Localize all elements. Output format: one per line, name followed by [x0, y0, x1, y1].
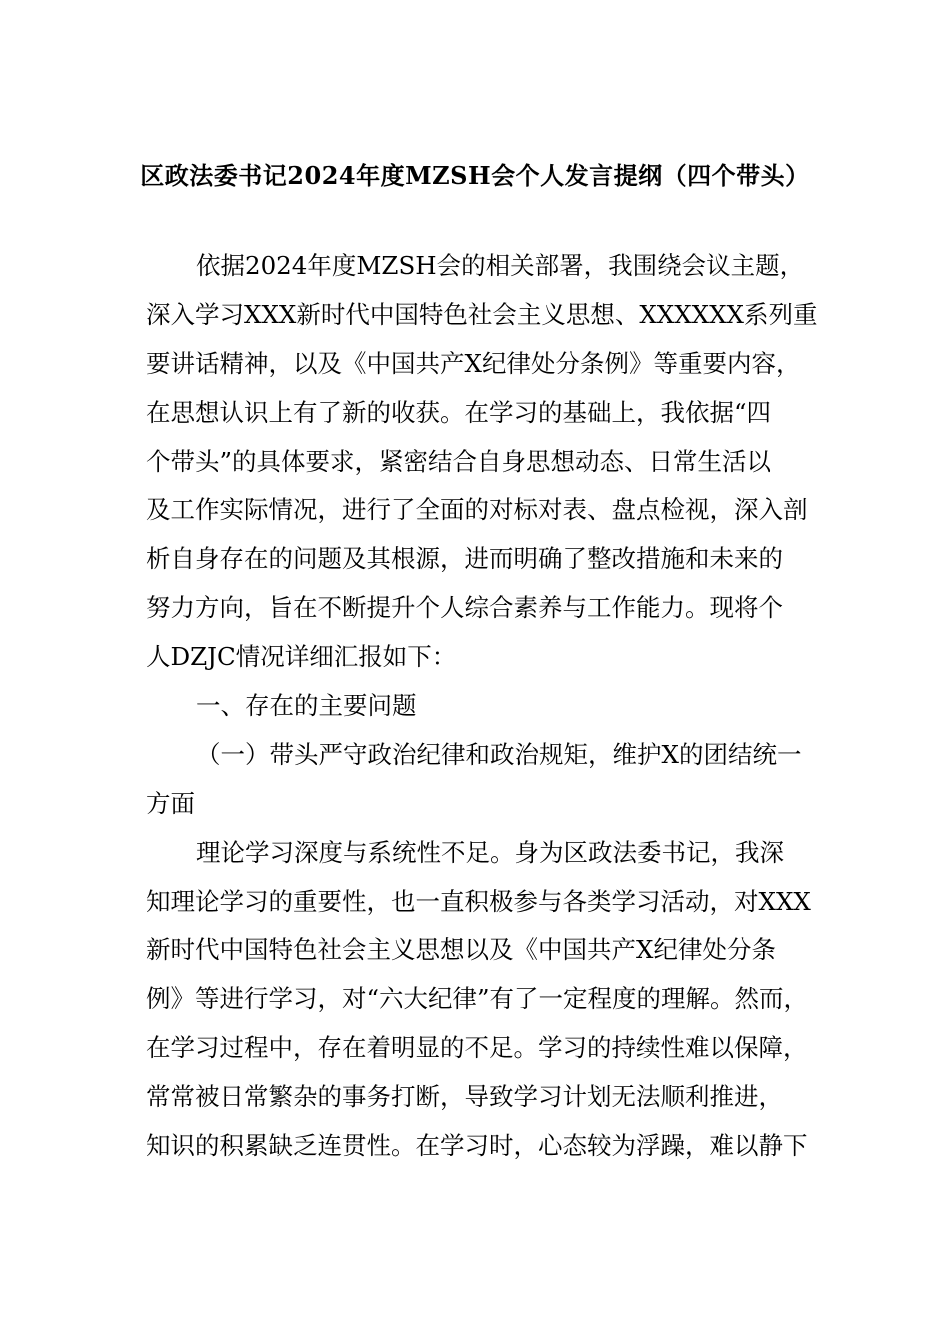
body-line: 在思想认识上有了新的收获。在学习的基础上，我依据“四	[146, 397, 772, 427]
document-body	[146, 242, 836, 1171]
body-line: 例》等进行学习，对“六大纪律”有了一定程度的理解。然而，	[146, 984, 809, 1014]
body-line: 知识的积累缺乏连贯性。在学习时，心态较为浮躁，难以静下	[146, 1131, 808, 1161]
body-line: 方面	[146, 788, 195, 818]
body-line: 努力方向，旨在不断提升个人综合素养与工作能力。现将个	[146, 593, 783, 623]
body-line: 在学习过程中，存在着明显的不足。学习的持续性难以保障，	[146, 1033, 808, 1063]
body-line: 个带头”的具体要求，紧密结合自身思想动态、日常生活以	[146, 446, 772, 476]
body-line: 常常被日常繁杂的事务打断，导致学习计划无法顺利推进，	[146, 1082, 783, 1112]
body-line: 依据2024年度MZSH会的相关部署，我围绕会议主题，	[196, 251, 805, 280]
body-line: 知理论学习的重要性，也一直积极参与各类学习活动，对XXX	[146, 886, 811, 916]
body-line: 理论学习深度与系统性不足。身为区政法委书记，我深	[196, 837, 784, 867]
body-line: 要讲话精神，以及《中国共产X纪律处分条例》等重要内容，	[146, 348, 801, 378]
body-line: 及工作实际情况，进行了全面的对标对表、盘点检视，深入剖	[146, 495, 808, 525]
body-line: 析自身存在的问题及其根源，进而明确了整改措施和未来的	[146, 544, 783, 574]
document-title: 区政法委书记2024年度MZSH会个人发言提纲（四个带头）	[140, 161, 810, 190]
body-line: 一、存在的主要问题	[196, 691, 417, 721]
body-line: （一）带头严守政治纪律和政治规矩，维护X的团结统一	[196, 739, 802, 769]
body-line: 深入学习XXX新时代中国特色社会主义思想、XXXXXX系列重	[146, 299, 818, 329]
body-line: 人DZJC情况详细汇报如下：	[146, 642, 457, 672]
body-line: 新时代中国特色社会主义思想以及《中国共产X纪律处分条	[146, 935, 776, 965]
